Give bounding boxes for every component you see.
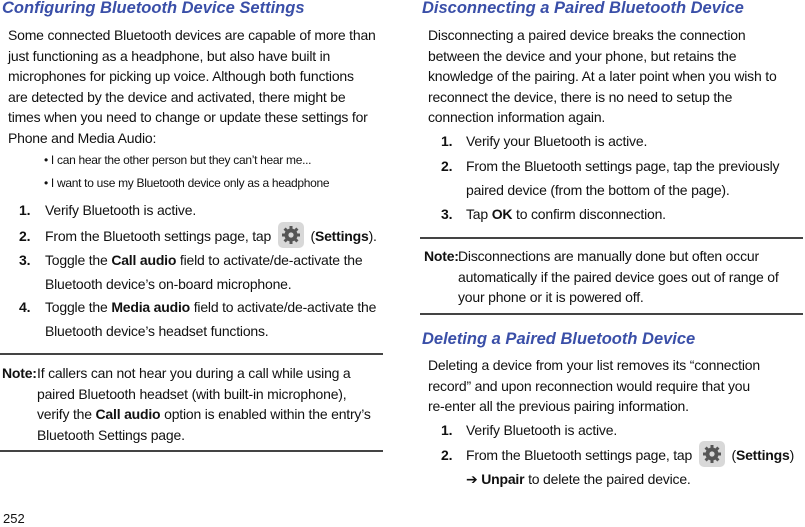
gear-icon [278, 222, 304, 248]
paren-close: ). [368, 228, 377, 244]
step-number: 4. [19, 299, 31, 315]
step-text [466, 202, 666, 226]
step-text-pre: Toggle the [45, 252, 108, 268]
page-number: 252 [3, 511, 25, 526]
step-number: 2. [441, 158, 453, 174]
note-text-post: option is enabled within the entry’s Bluetooth Settings page. [37, 406, 371, 443]
step-text: From the Bluetooth settings page, tap the previously paired device (from the bottom of the page). [466, 158, 780, 198]
unpair-label: Unpair [481, 471, 525, 487]
step-number: 3. [19, 252, 31, 268]
step-text-post: field to activate/de-activate the Bluetooth device’s on-board microphone. [45, 252, 363, 292]
section-heading-configuring: Configuring Bluetooth Device Settings [2, 0, 305, 17]
step-text [45, 248, 385, 296]
step-text [45, 224, 377, 250]
step-text-post: to confirm disconnection. [516, 206, 666, 222]
step-number: 2. [441, 447, 453, 463]
step-text: Verify Bluetooth is active. [466, 422, 618, 438]
step-text [466, 443, 794, 469]
paren-open: ( [310, 228, 315, 244]
gear-icon [699, 441, 725, 467]
step-text: Verify your Bluetooth is active. [466, 133, 648, 149]
step-number: 1. [19, 202, 31, 218]
step-text [45, 295, 385, 343]
intro-paragraph: Disconnecting a paired device breaks the connection between the device and your phone, but retains the knowledge of the pairing. At a later point when you wish to reconnect the device, there is no need to setup the connection information again. [428, 27, 777, 125]
step-text: Verify Bluetooth is active. [45, 202, 197, 218]
step-text-post: field to activate/de-activate the Bluetooth device’s headset functions. [45, 299, 377, 339]
section-heading-disconnecting: Disconnecting a Paired Bluetooth Device [422, 0, 744, 17]
intro-paragraph: Some connected Bluetooth devices are capable of more than just functioning as a headphone, but also have built in microphones for picking up voice. Although both functions are detected by the device and activated, there might be times when you need to change or update these settings for Phone and Media Audio: [8, 27, 376, 146]
step-text-pre: Tap [466, 206, 488, 222]
step-text-pre: From the Bluetooth settings page, tap [45, 228, 272, 244]
section-heading-deleting: Deleting a Paired Bluetooth Device [422, 330, 696, 348]
step-text-pre: From the Bluetooth settings page, tap [466, 447, 693, 463]
settings-label: Settings [735, 447, 790, 463]
note-text [37, 363, 382, 445]
note-label: Note: [424, 248, 459, 264]
step-text-post: to delete the paired device. [528, 471, 691, 487]
step-number: 1. [441, 422, 453, 438]
settings-label: Settings [314, 228, 369, 244]
paren-close: ) [789, 447, 795, 463]
intro-paragraph: Deleting a device from your list removes its “connection record” and upon reconnection would require that you re-enter all the previous pairing information. [428, 357, 760, 414]
note-text: Disconnections are manually done but often occur automatically if the paired device goes out of range of your phone or it is powered off. [458, 248, 779, 305]
note-label: Note: [2, 365, 37, 381]
bullet-item: • I want to use my Bluetooth device only as a headphone [44, 176, 330, 190]
note-box [420, 237, 803, 315]
step-number: 3. [441, 206, 453, 222]
bullet-list [0, 149, 329, 195]
call-audio-label: Call audio [95, 406, 161, 422]
media-audio-label: Media audio [111, 299, 191, 315]
arrow-icon: ➔ [466, 471, 478, 487]
step-text-pre: Toggle the [45, 299, 108, 315]
paren-open: ( [731, 447, 736, 463]
step-text-line2 [466, 467, 691, 491]
note-box [0, 353, 383, 452]
ok-label: OK [491, 206, 513, 222]
step-number: 2. [19, 228, 31, 244]
bullet-item: • I can hear the other person but they can’t hear me... [44, 153, 312, 167]
note-text-pre: If callers can not hear you during a call while using a paired Bluetooth headset (with built-in microphone), verify the [37, 365, 351, 422]
call-audio-label: Call audio [111, 252, 177, 268]
step-number: 1. [441, 133, 453, 149]
